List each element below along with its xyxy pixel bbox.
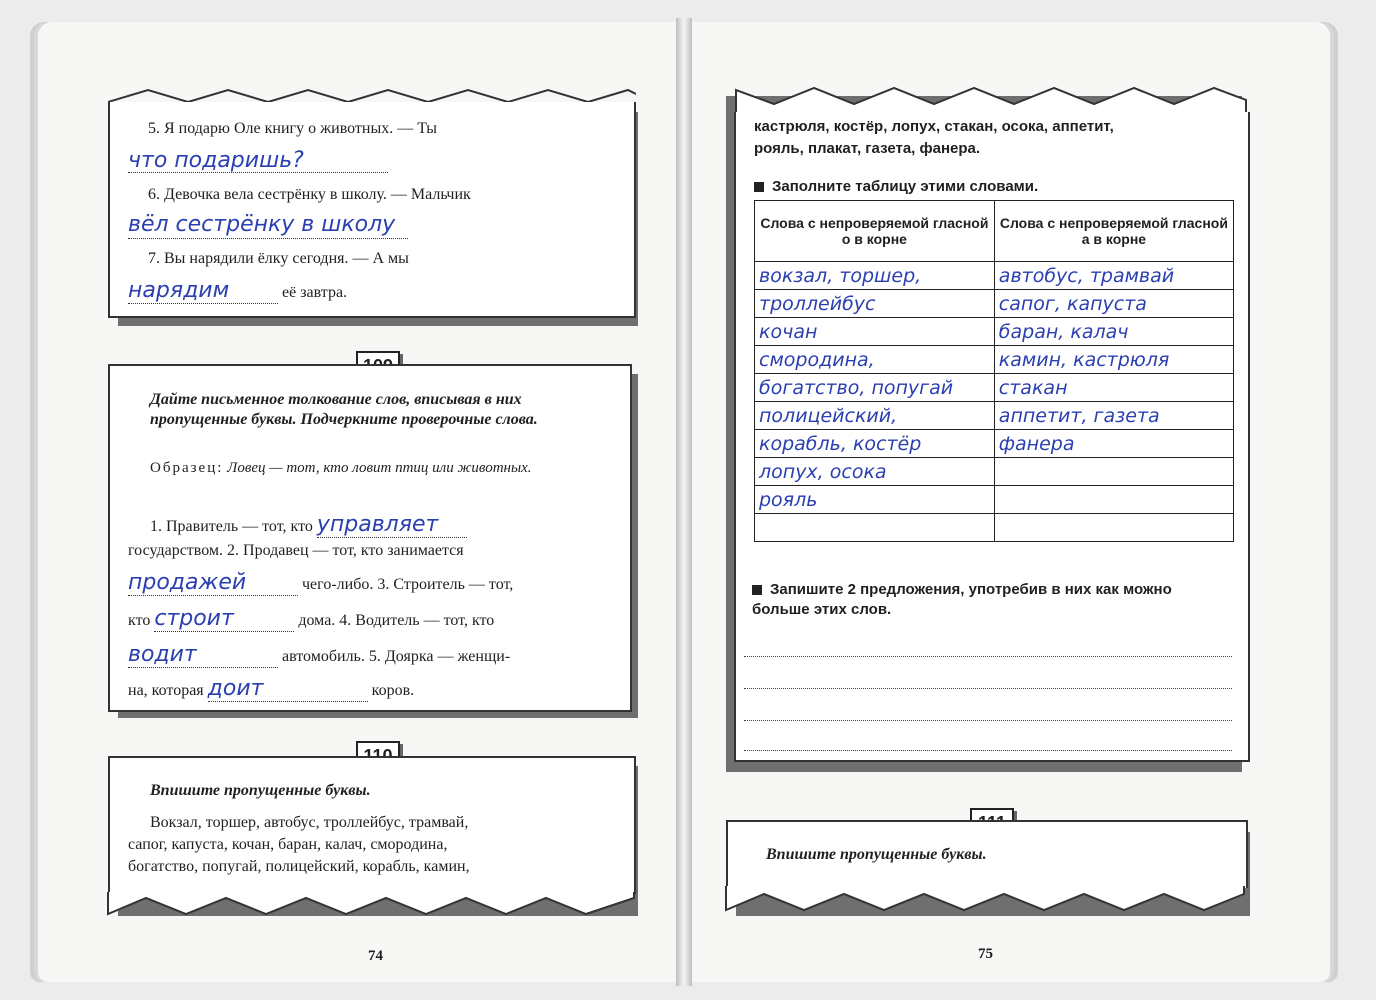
ex109-line-6: на, которая доит коров.: [128, 676, 415, 701]
table-row: кочан баран, калач: [755, 318, 1234, 346]
exercise-110-task: Впишите пропущенные буквы.: [150, 782, 371, 799]
exercise-109-box: [108, 364, 632, 712]
table-row: [755, 514, 1234, 542]
table-row: вокзал, торшер, автобус, трамвай: [755, 262, 1234, 290]
table-header-a: Слова с непроверяемой гласной а в корне: [994, 201, 1233, 262]
sentence-7: 7. Вы нарядили ёлку сегодня. — А мы: [148, 250, 409, 267]
words-table: [754, 200, 1234, 542]
ex110-line-1: Вокзал, торшер, автобус, троллейбус, трамвай,: [150, 814, 469, 831]
bullet-square: [752, 585, 762, 595]
table-row: корабль, костёр фанера: [755, 430, 1234, 458]
ex109-line-1: 1. Правитель — тот, кто управляет: [150, 512, 467, 538]
exercise-108-box: [108, 102, 636, 318]
exercise-109-task: Дайте письменное толкование слов, вписывая в них пропущенные буквы. Подчеркните проверочные слова.: [150, 391, 538, 428]
handwritten-answer-3[interactable]: строит: [154, 606, 234, 631]
page-number-right: 75: [978, 946, 993, 962]
handwritten-answer-5[interactable]: доит: [207, 676, 264, 701]
ex109-line-3: продажей чего-либо. 3. Строитель — тот,: [128, 570, 514, 595]
write-line[interactable]: [744, 688, 1232, 689]
zigzag-top-right: [734, 82, 1250, 116]
handwritten-answer-1[interactable]: управляет: [316, 512, 439, 537]
handwritten-answer-4[interactable]: водит: [128, 642, 197, 667]
ex109-line-5: водит автомобиль. 5. Доярка — женщи-: [128, 642, 511, 667]
table-row: богатство, попугай стакан: [755, 374, 1234, 402]
sentences-task: Запишите 2 предложения, употребив в них как можно больше этих слов.: [752, 581, 1172, 618]
sentence-7-end: её завтра.: [282, 284, 348, 301]
table-row: лопух, осока: [755, 458, 1234, 486]
exercise-111-task: Впишите пропущенные буквы.: [766, 846, 987, 863]
book-gutter: [676, 18, 692, 986]
answer-line-6[interactable]: [128, 212, 408, 239]
ex109-line-2: государством. 2. Продавец — тот, кто занимается: [128, 542, 464, 559]
fill-table-task: Заполните таблицу этими словами.: [754, 178, 1038, 195]
answer-line-5[interactable]: [128, 148, 388, 173]
table-header-o: Слова с непроверяемой гласной о в корне: [755, 201, 995, 262]
exercise-109-sample: [150, 458, 610, 478]
write-line[interactable]: [744, 656, 1232, 657]
handwritten-answer-7: нарядим: [128, 278, 230, 303]
bullet-square: [754, 182, 764, 192]
sentence-6: 6. Девочка вела сестрёнку в школу. — Мальчик: [148, 186, 471, 203]
zigzag-bottom-right: [724, 876, 1248, 916]
ex110-line-3: богатство, попугай, полицейский, корабль, камин,: [128, 858, 470, 875]
write-line[interactable]: [744, 750, 1232, 751]
handwritten-answer-6: вёл сестрёнку в школу: [128, 212, 396, 237]
sample-label: Образец:: [150, 460, 224, 476]
sample-text: Ловец — тот, кто ловит птиц или животных.: [227, 460, 532, 476]
handwritten-answer-2[interactable]: продажей: [128, 570, 247, 595]
continuation-line-1: кастрюля, костёр, лопух, стакан, осока, аппетит,: [754, 118, 1114, 135]
exercise-110-box: [108, 756, 636, 894]
ex109-line-4: кто строит дома. 4. Водитель — тот, кто: [128, 606, 495, 631]
table-row: троллейбус сапог, капуста: [755, 290, 1234, 318]
table-row: рояль: [755, 486, 1234, 514]
handwritten-answer-5: что подаришь?: [128, 148, 304, 173]
write-line[interactable]: [744, 720, 1232, 721]
table-row: полицейский, аппетит, газета: [755, 402, 1234, 430]
continuation-line-2: рояль, плакат, газета, фанера.: [754, 140, 981, 157]
answer-line-7[interactable]: [128, 278, 347, 304]
page-number-left: 74: [368, 948, 383, 964]
ex110-line-2: сапог, капуста, кочан, баран, калач, смородина,: [128, 836, 448, 853]
table-row: смородина, камин, кастрюля: [755, 346, 1234, 374]
sentence-5: 5. Я подарю Оле книгу о животных. — Ты: [148, 120, 437, 137]
zigzag-bottom: [106, 880, 638, 920]
